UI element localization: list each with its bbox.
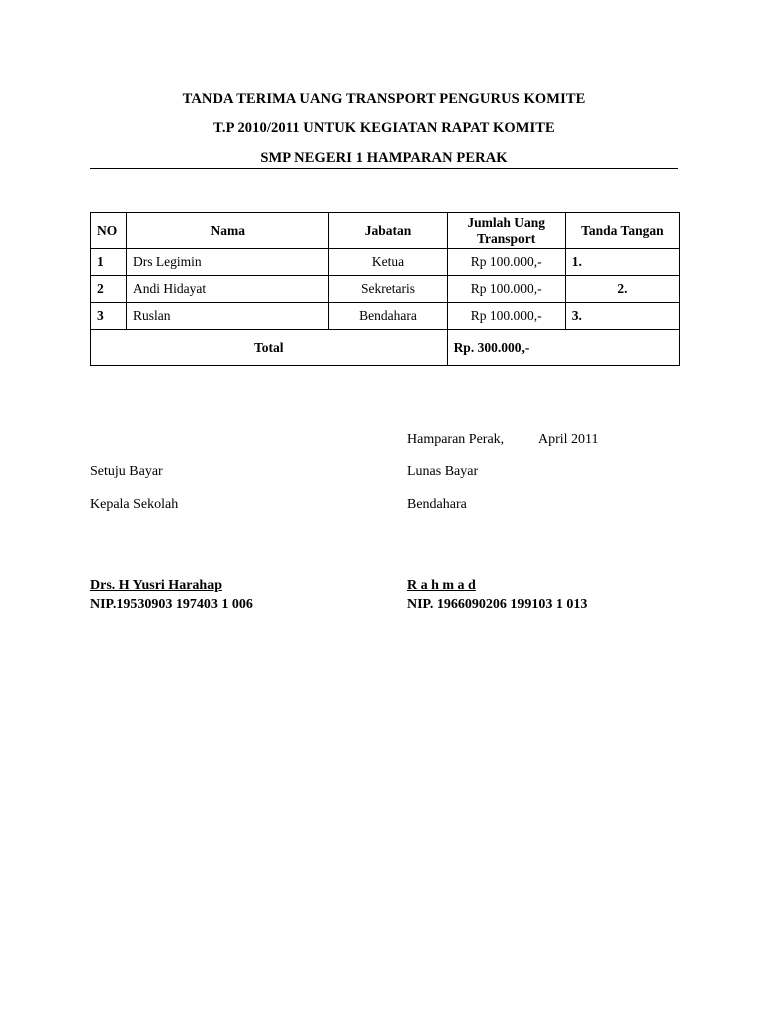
left-approval: Setuju Bayar bbox=[90, 464, 163, 479]
row-nama: Andi Hidayat bbox=[127, 276, 329, 303]
header-jumlah-line2: Transport bbox=[477, 230, 536, 246]
school-name: SMP NEGERI 1 HAMPARAN PERAK bbox=[260, 150, 508, 166]
title-divider bbox=[90, 168, 678, 169]
right-approval: Lunas Bayar bbox=[407, 464, 479, 479]
row-tanda-tangan: 3. bbox=[565, 303, 679, 330]
receipt-table bbox=[90, 212, 680, 366]
row-jumlah: Rp 100.000,- bbox=[447, 249, 565, 276]
table-row bbox=[91, 276, 680, 303]
header-jumlah-line1: Jumlah Uang bbox=[467, 214, 545, 230]
total-row bbox=[91, 330, 680, 366]
right-signatory-nip: NIP. 1966090206 199103 1 013 bbox=[407, 597, 588, 612]
header-no: NO bbox=[91, 213, 127, 249]
row-no: 3 bbox=[91, 303, 127, 330]
row-jumlah: Rp 100.000,- bbox=[447, 303, 565, 330]
total-label: Total bbox=[91, 330, 448, 366]
row-no: 2 bbox=[91, 276, 127, 303]
row-no: 1 bbox=[91, 249, 127, 276]
date-label: April 2011 bbox=[538, 432, 599, 447]
table-row bbox=[91, 249, 680, 276]
table-header-row bbox=[91, 213, 680, 249]
row-jabatan: Ketua bbox=[329, 249, 447, 276]
right-role: Bendahara bbox=[407, 497, 467, 512]
header-jabatan: Jabatan bbox=[329, 213, 447, 249]
row-jumlah: Rp 100.000,- bbox=[447, 276, 565, 303]
row-jabatan: Bendahara bbox=[329, 303, 447, 330]
header-nama: Nama bbox=[127, 213, 329, 249]
left-signatory-nip: NIP.19530903 197403 1 006 bbox=[90, 597, 253, 612]
header-tanda-tangan: Tanda Tangan bbox=[565, 213, 679, 249]
row-nama: Ruslan bbox=[127, 303, 329, 330]
left-signatory-name: Drs. H Yusri Harahap bbox=[90, 578, 222, 593]
row-tanda-tangan: 2. bbox=[565, 276, 679, 303]
header-jumlah bbox=[447, 213, 565, 249]
doc-title: TANDA TERIMA UANG TRANSPORT PENGURUS KOMITE bbox=[182, 91, 586, 107]
right-signatory-name: R a h m a d bbox=[407, 578, 476, 593]
row-tanda-tangan: 1. bbox=[565, 249, 679, 276]
row-jabatan: Sekretaris bbox=[329, 276, 447, 303]
doc-subtitle: T.P 2010/2011 UNTUK KEGIATAN RAPAT KOMITE bbox=[213, 120, 555, 136]
row-nama: Drs Legimin bbox=[127, 249, 329, 276]
table-row bbox=[91, 303, 680, 330]
total-value: Rp. 300.000,- bbox=[447, 330, 679, 366]
place-label: Hamparan Perak, bbox=[407, 432, 505, 447]
left-role: Kepala Sekolah bbox=[90, 497, 179, 512]
